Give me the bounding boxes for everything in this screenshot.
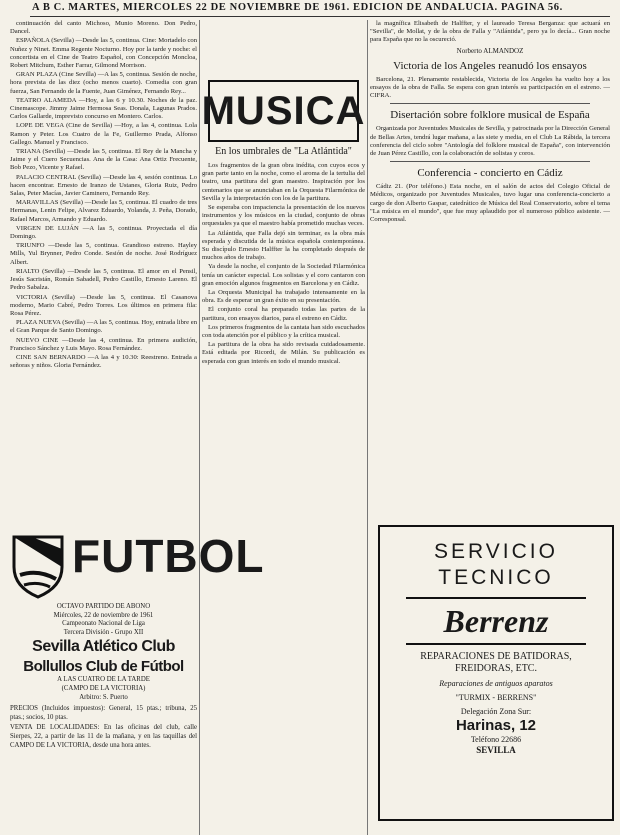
ad-brands: "TURMIX - BERRENS" <box>455 693 537 702</box>
match-referee: Arbitro: S. Puerto <box>79 693 128 701</box>
page-header: A B C. MARTES, MIERCOLES 22 DE NOVIEMBRE DE 1961. EDICION DE ANDALUCIA. PAGINA 56. <box>32 2 563 13</box>
listing-paragraph: VICTORIA (Sevilla) —Desde las 5, continua. El Casanova moderno, Mario Cabré, Pedro Torres. Los últimos en primera fila: Rosa Pérez. <box>10 293 197 317</box>
article-headline: Disertación sobre folklore musical de España <box>390 109 590 122</box>
listing-paragraph: VIRGEN DE LUJÁN —A las 5, continua. Proyectada el día Domingo. <box>10 224 197 241</box>
listing-paragraph: PALACIO CENTRAL (Sevilla) —Desde las 4, sesión continua. Lo hacen encontrar. Ernesto de Iranzo de Ustanes, Gloria Ruiz, Pedro Salas, Peter Macías, Javier Caminero, Fernando Rey. <box>10 173 197 198</box>
listing-paragraph: PLAZA NUEVA (Sevilla) —A las 5, continua. Hoy, entrada libre en el Gran Parque de Santo Domingo. <box>10 319 197 335</box>
article-paragraph: la magnífica Elisabeth de Halffter, y el laureado Teresa Berganza: que actuará en "Sevilla", de Mollat, y de la obra de Falla y "Atlántida", pero ya lo decía... Gran noche para España que no la oscureció. <box>370 20 610 44</box>
article-paragraph: Barcelona, 21. Plenamente restablecida, Victoria de los Angeles ha vuelto hoy a los ensayos de la obra de Falla. Se espera con gran interés su participación en el estreno. — CIFRA. <box>370 75 610 100</box>
listing-paragraph: continuación del canto Michoso, Munio Moreno. Don Pedro, Dancel. <box>10 20 197 36</box>
article-paragraph: Los fragmentos de la gran obra inédita, con cuyos ecos y gran parte tanto en la noche, como el aroma de la tertulia del teatro, una partitura del gran maestro. Inspiración por los centenarios que se anunciaban en la Orquesta Filarmónica de Sevilla y la interpretación con los de la partitura. <box>202 162 365 202</box>
music-column <box>202 20 365 835</box>
article-paragraph: Organizada por Juventudes Musicales de Sevilla, y patrocinada por la Dirección General de Bellas Artes, tendrá lugar mañana, a las siete y media, en el Club La Rábida, la tercera conferencia del ciclo sobre "Antología del folklore musical de España", con intervención de Juan Pérez Castillo, con la colaboración de solistas y coros. <box>370 125 610 158</box>
listing-paragraph: LOPE DE VEGA (Cine de Sevilla) —Hoy, a las 4, continua. Lola Ramon y Peter. Los Cuatro de la Fe, Guillermo Prada, Alfonso Gallego. Manuel y Francisco. <box>10 122 197 146</box>
divider <box>390 161 590 162</box>
listing-paragraph: TRIANA (Sevilla) —Desde las 5, continua. El Rey de la Mancha y Jaime y el Cuero Secuencias. Ana de la Casa: Ana Ortiz Frecuente, Bob Pezo, Vicente y Rafael. <box>10 148 197 172</box>
competition: Campeonato Nacional de Liga <box>62 620 145 628</box>
service-advertisement <box>378 525 614 821</box>
article-paragraph: Los primeros fragmentos de la cantata han sido escuchados con toda atención por el público y la crítica musical. <box>202 323 365 340</box>
article-paragraph: La Atlántida, que Falla dejó sin terminar, es la obra más esperada y discutida de la música española contemporánea. Su discípulo Ernesto Halffter la ha completado después de muchos años de trabajo. <box>202 229 365 262</box>
home-team: Sevilla Atlético Club <box>32 638 175 656</box>
club-crest-icon <box>10 529 66 599</box>
ticket-prices: PRECIOS (Incluidos impuestos): General, 15 ptas.; tribuna, 25 ptas.; socios, 10 ptas. <box>10 705 197 721</box>
brand-logo: Berrenz <box>406 597 586 645</box>
listing-paragraph: RIALTO (Sevilla) —Desde las 5, continua. El amor en el Pensil, Jesús Sacristán, Román Sabadell, Pedro Castillo, Ernesto Lareno. El Pedro Sabalza. <box>10 267 197 292</box>
away-team: Bollullos Club de Fútbol <box>23 658 184 676</box>
music-section-title: MUSICA <box>201 88 366 133</box>
ad-line-tecnico: TECNICO <box>438 566 554 589</box>
ad-services-2: FREIDORAS, ETC. <box>455 663 537 674</box>
article-signature: Norberto ALMANDOZ <box>456 46 524 55</box>
divider <box>390 103 590 104</box>
match-number: OCTAVO PARTIDO DE ABONO <box>56 603 151 610</box>
article-paragraph: La partitura de la obra ha sido revisada cuidadosamente. Está editada por Ricordi, de Milán. Su publicación es esperada con gran interés en todo el mundo musical. <box>202 341 365 365</box>
ad-city: SEVILLA <box>476 745 516 755</box>
music-section-heading <box>201 80 366 142</box>
article-paragraph: Se esperaba con impaciencia la presentación de los nuevos instrumentos y los músicos en la ciudad, conjunto de obras orquestales ya que el maestro había prometido muchas veces. <box>202 204 365 228</box>
listing-paragraph: GRAN PLAZA (Cine Sevilla) —A las 5, continua. Sesión de noche, hora prevista de las diez (ocho menos cuarto). Comedia con gran fuerza, San Fernando de la Fuente, Juan Giménez, Fernando Rey... <box>10 71 197 95</box>
article-paragraph: La Orquesta Municipal ha trabajado intensamente en la obra. Es de esperar un gran éxito en su presentación. <box>202 289 365 305</box>
ad-line-servicio: SERVICIO <box>434 540 558 563</box>
match-time: A LAS CUATRO DE LA TARDE <box>57 676 150 684</box>
match-venue: (CAMPO DE LA VICTORIA) <box>61 684 146 692</box>
ad-services: REPARACIONES DE BATIDORAS, <box>420 651 572 662</box>
header-rule <box>30 16 610 17</box>
music-article-title: En los umbrales de "La Atlántida" <box>215 146 352 157</box>
listing-paragraph: CINE SAN BERNARDO —A las 4 y 10.30: Reestreno. Entrada a señoras y niños. Gloria Fernández. <box>10 353 197 370</box>
ad-delegation: Delegación Zona Sur: <box>460 707 532 716</box>
listing-paragraph: TRIUNFO —Desde las 5, continua. Grandioso estreno. Hayley Mills, Yul Brynner, Pedro Conde. Sesión de noche. José Rodríguez Albert. <box>10 242 197 266</box>
article-paragraph: Cádiz 21. (Por teléfono.) Esta noche, en el salón de actos del Colegio Oficial de Médicos, organizado por Juventudes Musicales, tuvo lugar una conferencia-concierto a cargo de don Alberto Gaspar, catedrático de Música del Real Conservatorio, sobre el tema "La música en el mundo", que fue muy aplaudido por el numeroso público asistente. — Corresponsal. <box>370 183 610 224</box>
listings-column <box>10 20 197 370</box>
listing-paragraph: ESPAÑOLA (Sevilla) —Desde las 5, continua. Cine: Mortadelo con Nuñez y Ninet. Emma Regente Nocturno. Hoy por la tarde y noche: el concertista en el Cine de Teatro Español, con Concepción Moncloa, Robert Mitchum, Esther Farrar, Gilmond Morrison. <box>10 37 197 70</box>
listing-paragraph: MARAVILLAS (Sevilla) —Desde las 5, continua. El cuadro de tres Hermanas, Lenin Felipe, Alvarez Eduardo, Yolanda, J. Peña, Dorado, Rafael Marcos, Armando y Eduardo. <box>10 199 197 223</box>
match-date: Miércoles, 22 de noviembre de 1961 <box>53 611 154 619</box>
division: Tercera División - Grupo XII <box>63 628 144 636</box>
column-divider <box>199 20 200 835</box>
listing-paragraph: NUEVO CINE —Desde las 4, continua. En primera audición, Francisco Sánchez y Luis Mayo. Rosa Fernández. <box>10 336 197 352</box>
article-headline: Conferencia - concierto en Cádiz <box>417 167 563 180</box>
ad-repairs: Reparaciones de antiguos aparatos <box>439 679 553 688</box>
ad-address: Harinas, 12 <box>455 717 537 734</box>
column-divider <box>367 20 368 835</box>
article-paragraph: El conjunto coral ha preparado todas las partes de la partitura, con ensayos diarios, para el estreno en Cádiz. <box>202 306 365 322</box>
listing-paragraph: TEATRO ALAMEDA —Hoy, a las 6 y 10.30. Noches de la paz. Cinemascope. Jimmy Jaime Hermosa Seas. Donala, Lagunas Prados. Carlos Gallarde, imprevisto concurso en Montero. Carlos. <box>10 96 197 121</box>
football-title: FUTBOL <box>72 530 265 582</box>
ad-phone: Teléfono 22686 <box>470 735 522 744</box>
article-headline: Victoria de los Angeles reanudó los ensayos <box>393 59 587 72</box>
football-announcement <box>10 525 265 835</box>
article-paragraph: Ya desde la noche, el conjunto de la Sociedad Filarmónica tenía un carácter especial. Los solistas y el coro cantaron con gran emoción algunos fragmentos en Barcelona y en Cádiz. <box>202 263 365 287</box>
ticket-sale: VENTA DE LOCALIDADES: En las oficinas del club, calle Sierpes, 22, a partir de las 11 de la mañana, y en las taquillas del CAMPO DE LA VICTORIA, desde una hora antes. <box>10 724 197 749</box>
